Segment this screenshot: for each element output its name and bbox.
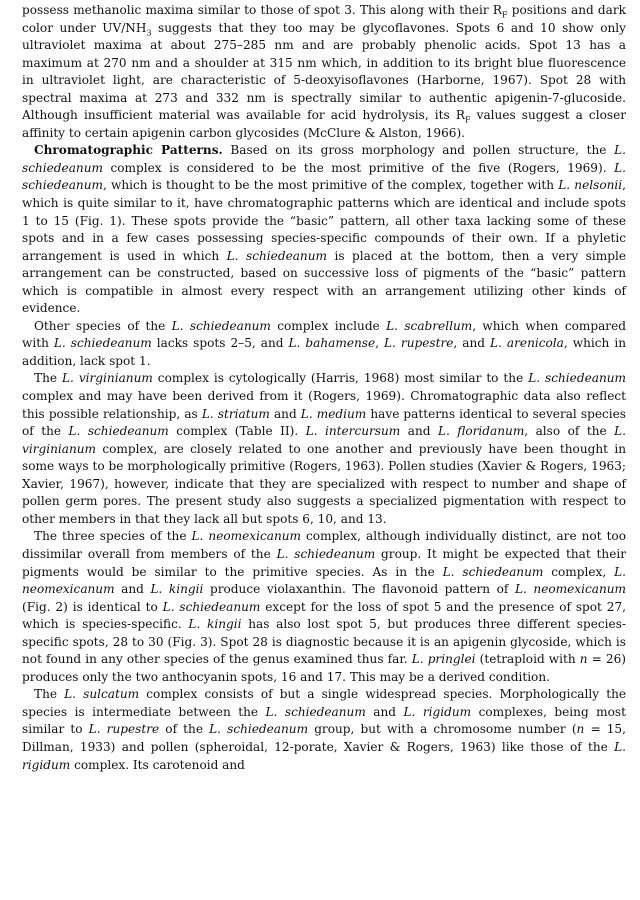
subscript: F: [501, 10, 508, 20]
text-run: has also lost spot 5, but produces three different species-specific spots, 28 to 30 (Fig. 3). Spot 28 is diagnostic because it is an apigenin glycoside, which is not found in any other species of the genus examined thus far.: [22, 617, 626, 667]
taxon-name: L. sulcatum: [64, 687, 140, 702]
taxon-name: L. kingii: [188, 617, 242, 632]
text-run: produce violaxanthin. The flavonoid pattern of: [203, 582, 515, 597]
taxon-name: L. neomexicanum: [22, 564, 626, 597]
taxon-name: L. virginianum: [22, 424, 626, 456]
paragraph-spectral-maxima: [22, 2, 626, 142]
taxon-name: n: [576, 722, 585, 737]
taxon-name: L. intercursum: [305, 424, 401, 439]
taxon-name: L. schiedeanum: [442, 564, 544, 579]
text-run: ,: [375, 336, 385, 351]
taxon-name: L. pringlei: [411, 652, 476, 667]
text-run: = 26) produces only the two anthocyanin spots, 16 and 17. This may be a derived condition.: [22, 652, 626, 684]
text-run: lacks spots 2–5, and: [151, 336, 289, 351]
taxon-name: L. medium: [300, 406, 367, 421]
text-run: complex consists of but a single widespread species. Morphologically the species is intermediate between the: [22, 687, 627, 719]
subscript: F: [464, 115, 471, 125]
taxon-name: L. arenicola: [490, 336, 564, 351]
taxon-name: L. rupestre: [88, 722, 160, 737]
taxon-name: L. schiedeanum: [171, 318, 271, 333]
text-run: and: [400, 424, 438, 439]
text-run: , also of the: [524, 424, 615, 439]
taxon-name: L. nelsonii: [558, 178, 623, 193]
text-run: and: [269, 406, 301, 421]
taxon-name: L. rigidum: [403, 704, 472, 719]
paragraph-chromatographic-patterns: [22, 142, 626, 317]
text-run: suggests that they too may be glycoflavones. Spots 6 and 10 show only ultraviolet maxima at about 275–285 nm and are probably phenolic acids. Spot 13 has a maximum at 270 nm and a shoulder at 315 nm which, in addition to its bright blue fluorescence in ultraviolet light, are characteristic of 5-deoxyisoflavones (Harborne, 1967). Spot 28 with spectral maxima at 273 and 332 nm is spectrally similar to authentic apigenin-7-glucoside. Although insufficient material was available for acid hydrolysis, its R: [22, 20, 626, 123]
text-run: , and: [453, 336, 491, 351]
taxon-name: L. rigidum: [22, 739, 626, 772]
text-run: , which when compared with: [22, 318, 626, 351]
subscript: 3: [146, 27, 152, 37]
text-run: complex and may have been derived from it (Rogers, 1969). Chromatographic data also reflect this possible relationship, as: [22, 389, 626, 421]
taxon-name: L. schiedeanum: [276, 546, 376, 561]
taxon-name: L. neomexicanum: [191, 529, 301, 544]
text-run: and: [365, 704, 404, 719]
text-run: values suggest a closer affinity to certain apigenin carbon glycosides (McClure & Alston, 1966).: [22, 108, 627, 140]
taxon-name: L. rupestre: [384, 336, 454, 351]
text-run: complexes, being most similar to: [22, 704, 627, 737]
taxon-name: L. neomexicanum: [514, 582, 626, 597]
text-run: positions and dark color under UV/NH: [22, 3, 626, 35]
text-run: (tetraploid with: [475, 652, 580, 667]
text-run: and: [114, 582, 151, 597]
taxon-name: L. schiedeanum: [53, 336, 152, 351]
taxon-name: L. striatum: [201, 406, 270, 421]
text-run: (Fig. 2) is identical to: [22, 599, 163, 614]
paragraph-virginianum-complex: [22, 370, 626, 528]
text-run: The: [34, 687, 65, 702]
text-run: group, but with a chromosome number (: [308, 722, 577, 737]
taxon-name: L. schiedeanum: [22, 143, 626, 175]
text-run: complex is cytologically (Harris, 1968) most similar to the: [152, 371, 529, 386]
taxon-name: L. schiedeanum: [528, 371, 626, 386]
text-run: is placed at the bottom, then a very simple arrangement can be constructed, based on successive loss of pigments of the “basic” pattern which is compatible in almost every respect with an arrangement utilizing other kinds of evidence.: [22, 248, 626, 316]
taxon-name: L. schiedeanum: [22, 160, 626, 193]
text-run: complex (Table II).: [168, 424, 306, 439]
text-run: complex is considered to be the most primitive of the five (Rogers, 1969).: [102, 160, 615, 175]
text-run: except for the loss of spot 5 and the presence of spot 27, which is species-specific.: [22, 599, 627, 632]
taxon-name: L. floridanum: [437, 424, 525, 439]
text-run: , which is thought to be the most primitive of the complex, together with: [102, 178, 559, 193]
text-run: The: [34, 371, 62, 386]
text-run: complex. Its carotenoid and: [70, 757, 245, 772]
text-run: complex include: [270, 318, 387, 333]
text-run: Other species of the: [34, 318, 172, 333]
text-run: group. It might be expected that their pigments would be similar to the primitive species. As in the: [22, 546, 626, 579]
taxon-name: L. kingii: [150, 582, 204, 597]
text-run: possess methanolic maxima similar to those of spot 3. This along with their R: [22, 3, 502, 17]
taxon-name: L. schiedeanum: [209, 722, 309, 737]
taxon-name: n: [579, 652, 588, 667]
text-run: The three species of the: [34, 529, 192, 544]
text-run: have patterns identical to several species of the: [22, 406, 627, 439]
section-heading: Chromatographic Patterns.: [34, 143, 223, 158]
text-run: complex, although individually distinct, are not too dissimilar overall from members of the: [22, 529, 626, 561]
paragraph-schiedeanum-complex: [22, 318, 626, 371]
paragraph-neomexicanum-complex: [22, 528, 626, 686]
taxon-name: L. schiedeanum: [226, 248, 327, 263]
text-run: , which is quite similar to it, have chromatographic patterns which are identical and include spots 1 to 15 (Fig. 1). These spots provide the “basic” pattern, all other taxa lacking some of these spots and in a few cases possessing species-specific compounds of their own. If a phyletic arrangement is used in which: [22, 178, 626, 263]
taxon-name: L. schiedeanum: [162, 599, 261, 614]
text-run: complex, are closely related to one another and previously have been thought in some ways to be morphologically primitive (Rogers, 1963). Pollen studies (Xavier & Rogers, 1963; Xavier, 1967), however, indicate that they are specialized with respect to number and shape of pollen germ pores. The present study also suggests a specialized pigmentation with respect to other members in that they lack all but spots 6, 10, and 13.: [22, 441, 626, 526]
text-run: , which in addition, lack spot 1.: [22, 336, 626, 368]
text-run: = 15, Dillman, 1933) and pollen (spheroidal, 12-porate, Xavier & Rogers, 1963) like those of the: [22, 722, 626, 754]
paragraph-sulcatum-complex: [22, 686, 626, 774]
taxon-name: L. bahamense: [288, 336, 376, 351]
text-run: of the: [159, 722, 210, 737]
taxon-name: L. schiedeanum: [265, 704, 366, 719]
taxon-name: L. virginianum: [61, 371, 153, 386]
text-run: complex,: [543, 564, 615, 579]
taxon-name: L. scabrellum: [386, 318, 473, 333]
text-run: Based on its gross morphology and pollen structure, the: [222, 143, 615, 158]
taxon-name: L. schiedeanum: [68, 424, 169, 439]
